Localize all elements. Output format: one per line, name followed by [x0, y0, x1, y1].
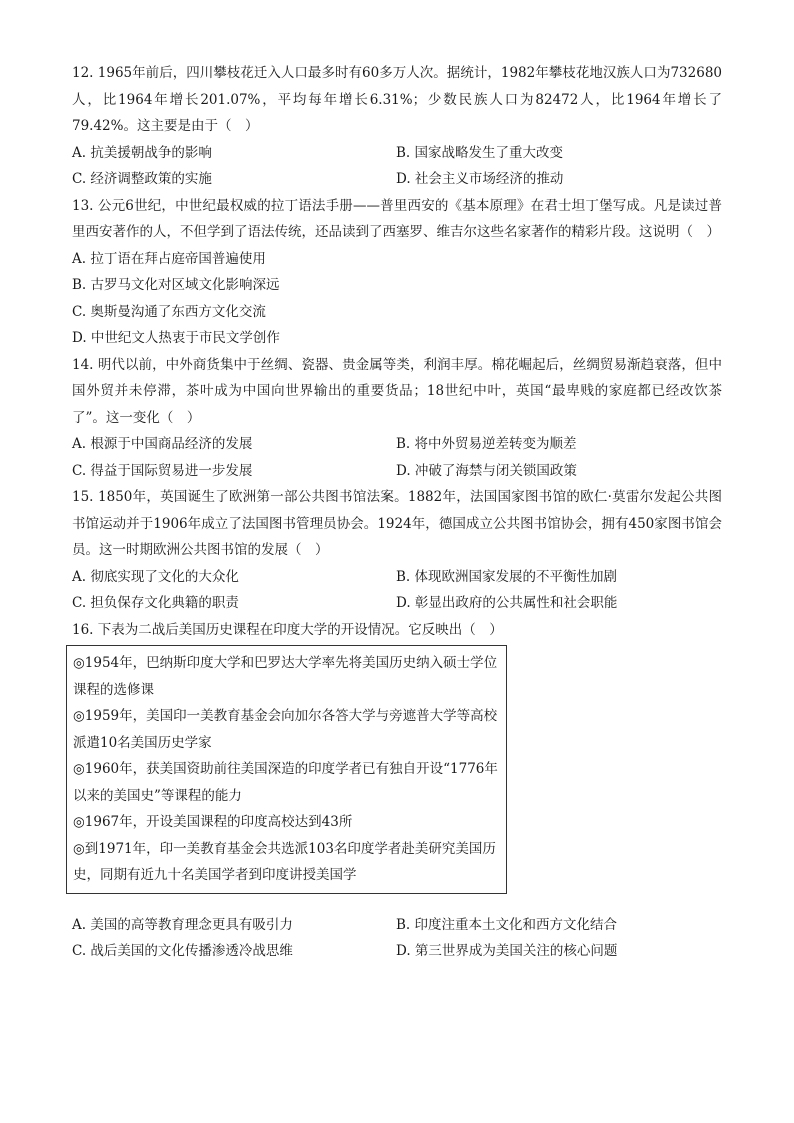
option-b[interactable]: B. 印度注重本土文化和西方文化结合: [396, 916, 618, 933]
option-c[interactable]: C. 担负保存文化典籍的职责: [72, 595, 239, 611]
table-row: ◎1960年，获美国资助前往美国深造的印度学者已有独自开设“1776年以来的美国史”等课程的能力: [73, 761, 498, 804]
question-15: [72, 484, 722, 617]
options: [72, 912, 722, 965]
options: [72, 246, 722, 352]
option-c[interactable]: C. 经济调整政策的实施: [72, 171, 212, 187]
table-row: ◎1959年，美国印一美教育基金会向加尔各答大学与旁遮普大学等高校派遣10名美国历史学家: [73, 708, 498, 751]
option-d[interactable]: D. 彰显出政府的公共属性和社会职能: [396, 595, 618, 611]
question-16: [72, 617, 722, 965]
question-stem: 15. 1850年，英国诞生了欧洲第一部公共图书馆法案。1882年，法国国家图书馆的欧仁·莫雷尔发起公共图书馆运动并于1906年成立了法国图书管理员协会。1924年，德国成立公共图书馆协会，拥有450家图书馆会员。这一时期欧洲公共图书馆的发展（ ）: [72, 489, 722, 558]
question-stem: 13. 公元6世纪，中世纪最权威的拉丁语法手册——普里西安的《基本原理》在君士坦丁堡写成。凡是读过普里西安著作的人，不但学到了语法传统，还品读到了西塞罗、维吉尔这些名家著作的精彩片段。这说明（ ）: [72, 197, 722, 240]
option-a[interactable]: A. 美国的高等教育理念更具有吸引力: [72, 916, 293, 933]
option-a[interactable]: A. 抗美援朝战争的影响: [72, 144, 212, 161]
option-a[interactable]: A. 根源于中国商品经济的发展: [72, 436, 253, 452]
question-stem: 12. 1965年前后，四川攀枝花迁入人口最多时有60多万人次。据统计，1982年攀枝花地汉族人口为732680人，比1964年增长201.07%，平均每年增长6.31%；少数民族人口为82472人，比1964年增长了79.42%。这主要是由于（ ）: [72, 65, 722, 134]
question-stem: 14. 明代以前，中外商货集中于丝绸、瓷器、贵金属等类，利润丰厚。棉花崛起后，丝绸贸易渐趋衰落，但中国外贸并未停滞，茶叶成为中国向世界输出的重要货品；18世纪中叶，英国“最卑贱的家庭都已经改饮茶了”。这一变化（ ）: [72, 356, 722, 426]
question-12: [72, 60, 722, 193]
options: [72, 564, 722, 617]
options: [72, 431, 722, 484]
table-row: ◎1954年，巴纳斯印度大学和巴罗达大学率先将美国历史纳入硕士学位课程的选修课: [73, 655, 498, 698]
option-a[interactable]: A. 拉丁语在拜占庭帝国普遍使用: [72, 250, 266, 267]
options: [72, 140, 722, 193]
exam-page: [72, 60, 722, 965]
table-row: ◎到1971年，印一美教育基金会共选派103名印度学者赴美研究美国历史，同期有近九十名美国学者到印度讲授美国学: [73, 840, 496, 883]
option-b[interactable]: B. 将中外贸易逆差转变为顺差: [396, 436, 577, 452]
option-a[interactable]: A. 彻底实现了文化的大众化: [72, 568, 239, 585]
question-stem: 16. 下表为二战后美国历史课程在印度大学的开设情况。它反映出（ ）: [72, 621, 503, 638]
option-c[interactable]: C. 奥斯曼沟通了东西方文化交流: [72, 303, 266, 320]
table-row: ◎1967年，开设美国课程的印度高校达到43所: [73, 814, 353, 830]
option-b[interactable]: B. 国家战略发生了重大改变: [396, 144, 564, 161]
spacer: [72, 894, 722, 912]
option-c[interactable]: C. 战后美国的文化传播渗透冷战思维: [72, 943, 293, 959]
option-b[interactable]: B. 体现欧洲国家发展的不平衡性加剧: [396, 568, 618, 585]
option-d[interactable]: D. 社会主义市场经济的推动: [396, 171, 564, 187]
option-d[interactable]: D. 第三世界成为美国关注的核心问题: [396, 943, 618, 959]
question-13: [72, 193, 722, 352]
option-d[interactable]: D. 中世纪文人热衷于市民文学创作: [72, 330, 280, 346]
option-c[interactable]: C. 得益于国际贸易进一步发展: [72, 462, 253, 479]
option-b[interactable]: B. 古罗马文化对区域文化影响深远: [72, 277, 280, 293]
info-table: [66, 645, 507, 894]
option-d[interactable]: D. 冲破了海禁与闭关锁国政策: [396, 462, 577, 479]
question-14: [72, 352, 722, 485]
